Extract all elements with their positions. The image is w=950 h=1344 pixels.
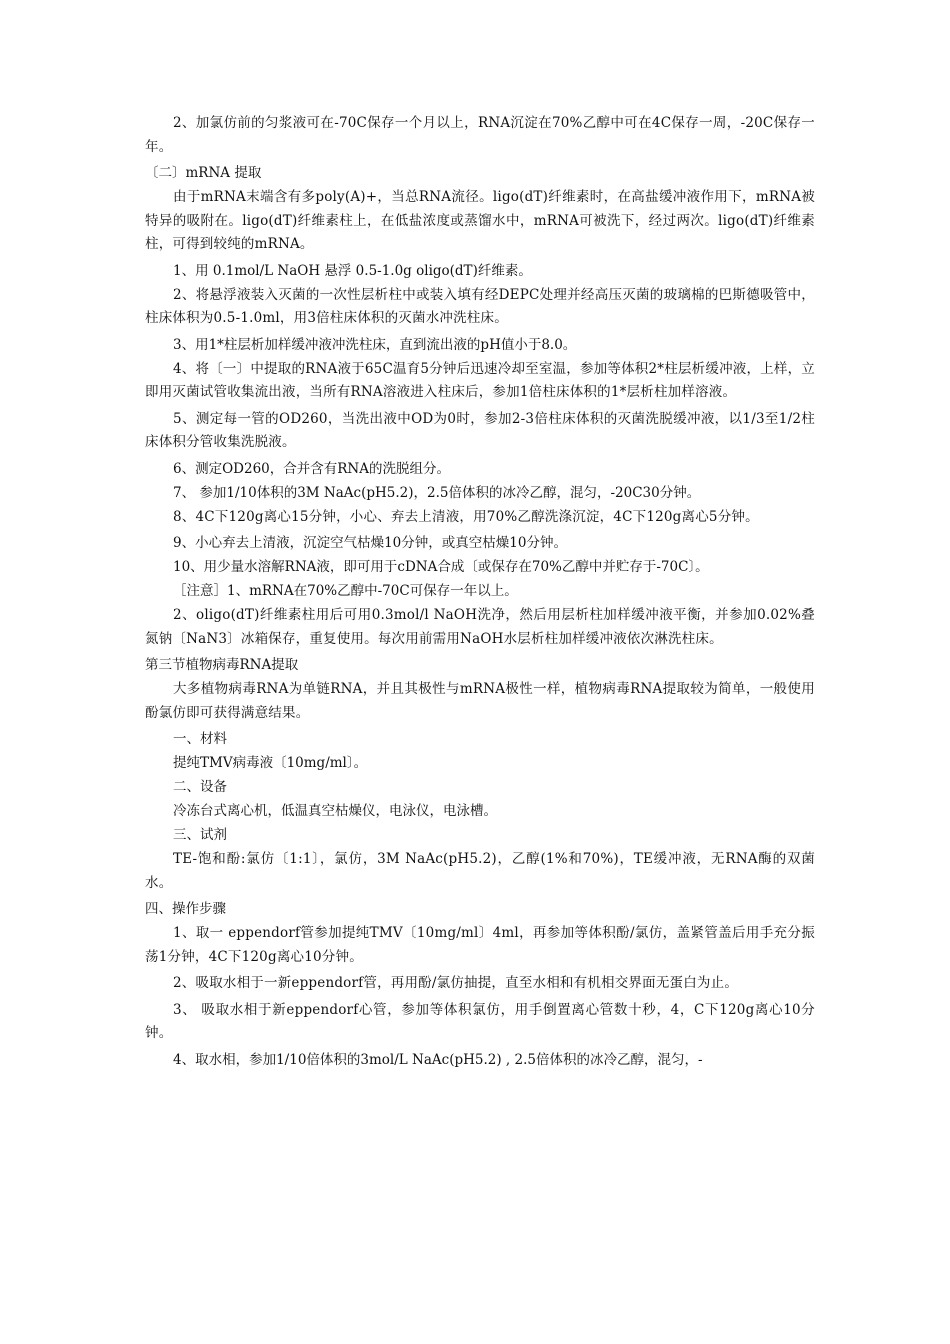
equipment-text: 冷冻台式离心机，低温真空枯燥仪，电泳仪，电泳槽。 — [173, 803, 497, 819]
subheading-materials: 一、材料 — [173, 731, 227, 747]
subheading-reagents: 三、试剂 — [173, 827, 227, 843]
subheading-equipment: 二、设备 — [173, 779, 227, 795]
procedure-step-4: 4、取水相，参加1/10倍体积的3mol/L NaAc(pH5.2) , 2.5倍体积的冰冷乙醇，混匀，- — [173, 1051, 703, 1068]
document-page — [145, 112, 815, 1073]
paragraph-plant-virus-intro: 大多植物病毒RNA为单链RNA，并且其极性与mRNA极性一样，植物病毒RNA提取较为简单，一般使用酚氯仿即可获得满意结果。 — [145, 681, 815, 721]
section-heading-mrna: 〔二〕mRNA 提取 — [145, 165, 262, 181]
note-1: ［注意］1、mRNA在70%乙醇中-70C可保存一年以上。 — [173, 583, 518, 599]
step-9: 9、小心弃去上清液，沉淀空气枯燥10分钟，或真空枯燥10分钟。 — [173, 535, 567, 551]
step-5: 5、测定每一管的OD260，当洗出液中OD为0时，参加2-3倍柱床体积的灭菌洗脱缓冲液，以1/3至1/2柱床体积分管收集洗脱液。 — [145, 410, 815, 450]
step-7: 7、 参加1/10体积的3M NaAc(pH5.2)，2.5倍体积的冰冷乙醇，混匀，-20C30分钟。 — [173, 484, 701, 501]
procedure-step-2: 2、吸取水相于一新eppendorf管，再用酚/氯仿抽提，直至水相和有机相交界面无蛋白为止。 — [173, 975, 739, 991]
step-2: 2、将悬浮液装入灭菌的一次性层析柱中或装入填有经DEPC处理并经高压灭菌的玻璃棉的巴斯德吸管中，柱床体积为0.5-1.0ml，用3倍柱床体积的灭菌水冲洗柱床。 — [145, 286, 815, 326]
paragraph-mrna-intro: 由于mRNA末端含有多poly(A)+，当总RNA流径。ligo(dT)纤维素时，在高盐缓冲液作用下，mRNA被特异的吸附在。ligo(dT)纤维素柱上，在低盐浓度或蒸馏水中，mRNA可被洗下，经过两次。ligo(dT)纤维素柱，可得到较纯的mRNA。 — [145, 189, 815, 252]
procedure-step-3: 3、 吸取水相于新eppendorf心管，参加等体积氯仿，用手倒置离心管数十秒，4，C下120g离心10分钟。 — [145, 1001, 815, 1041]
procedure-step-1: 1、取一 eppendorf管参加提纯TMV〔10mg/ml〕4ml，再参加等体积酚/氯仿，盖紧管盖后用手充分振荡1分钟，4C下120g离心10分钟。 — [145, 925, 815, 965]
reagents-text: TE-饱和酚:氯仿〔1:1〕，氯仿，3M NaAc(pH5.2)，乙醇(1%和70%)，TE缓冲液，无RNA酶的双菌水。 — [145, 851, 815, 891]
paragraph-1: 2、加氯仿前的匀浆液可在-70C保存一个月以上，RNA沉淀在70%乙醇中可在4C保存一周，-20C保存一年。 — [145, 115, 815, 155]
step-6: 6、测定OD260，合并含有RNA的洗脱组分。 — [173, 460, 450, 477]
step-8: 8、4C下120g离心15分钟，小心、弃去上清液，用70%乙醇洗涤沉淀，4C下120g离心5分钟。 — [173, 508, 759, 525]
note-2: 2、oligo(dT)纤维素柱用后可用0.3mol/l NaOH洗净，然后用层析柱加样缓冲液平衡，并参加0.02%叠氮钠〔NaN3〕冰箱保存，重复使用。每次用前需用NaOH水层析柱加样缓冲液依次淋洗柱床。 — [145, 607, 815, 647]
subheading-procedure: 四、操作步骤 — [145, 901, 226, 917]
step-3: 3、用1*柱层析加样缓冲液冲洗柱床，直到流出液的pH值小于8.0。 — [173, 336, 577, 353]
section-heading-plant-virus: 第三节植物病毒RNA提取 — [145, 657, 299, 673]
materials-text: 提纯TMV病毒液〔10mg/ml〕。 — [173, 755, 368, 771]
step-4: 4、将〔一〕中提取的RNA液于65C温育5分钟后迅速冷却至室温，参加等体积2*柱层析缓冲液，上样，立即用灭菌试管收集流出液，当所有RNA溶液进入柱床后，参加1倍柱床体积的1*层析柱加样溶液。 — [145, 360, 815, 400]
step-1: 1、用 0.1mol/L NaOH 悬浮 0.5-1.0g oligo(dT)纤维素。 — [173, 262, 532, 279]
step-10: 10、用少量水溶解RNA液，即可用于cDNA合成〔或保存在70%乙醇中并贮存于-70C〕。 — [173, 559, 709, 575]
